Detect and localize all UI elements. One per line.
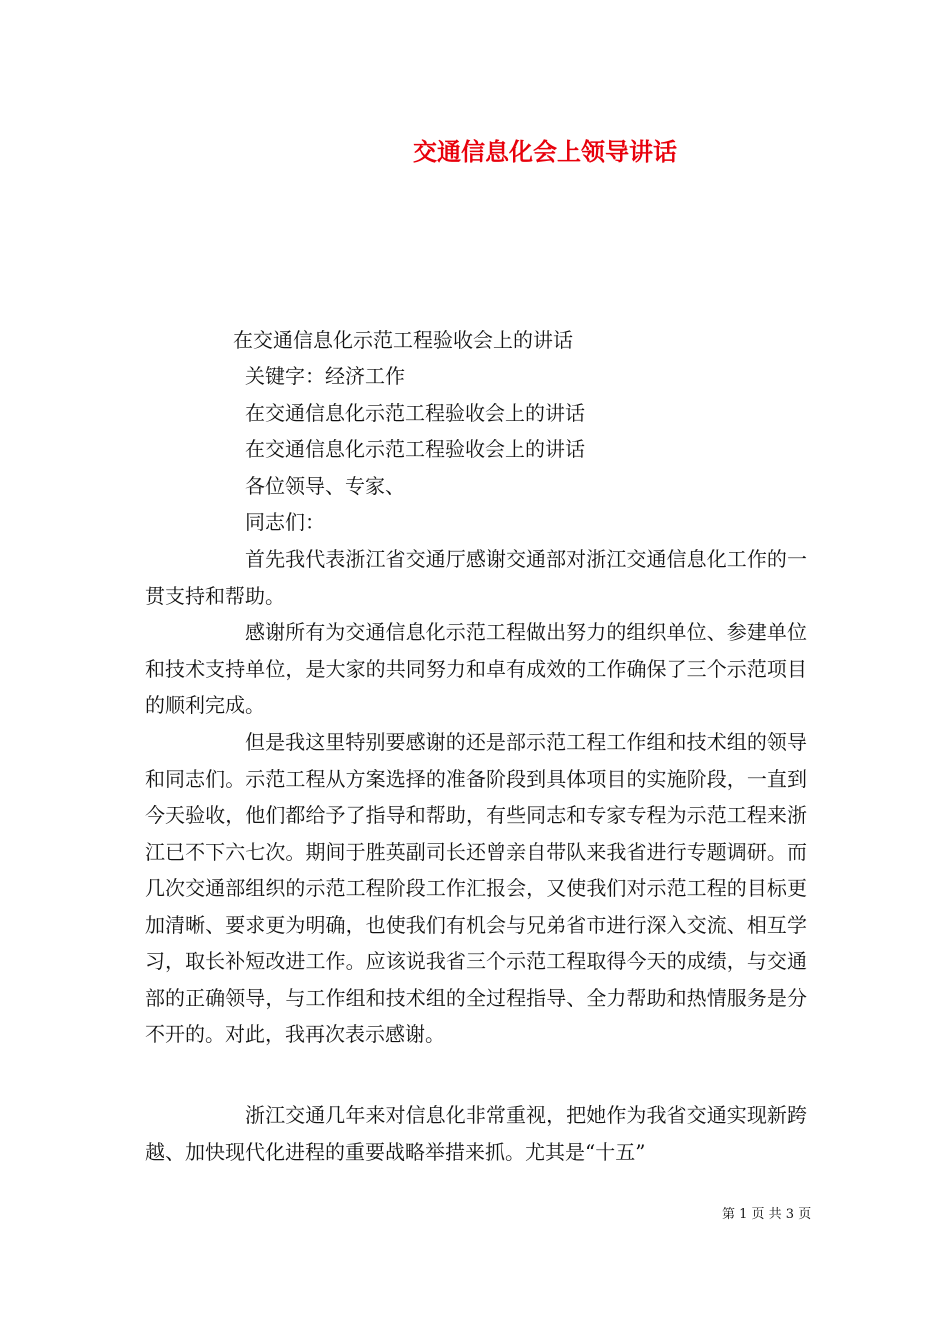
body-paragraph-2: 感谢所有为交通信息化示范工程做出努力的组织单位、参建单位和技术支持单位，是大家的共同努力和卓有成效的工作确保了三个示范项目的顺利完成。 xyxy=(145,620,807,717)
body-paragraph-3: 但是我这里特别要感谢的还是部示范工程工作组和技术组的领导和同志们。示范工程从方案选择的准备阶段到具体项目的实施阶段，一直到今天验收，他们都给予了指导和帮助，有些同志和专家专程为示范工程来浙江已不下六七次。期间于胜英副司长还曾亲自带队来我省进行专题调研。而几次交通部组织的示范工程阶段工作汇报会，又使我们对示范工程的目标更加清晰、要求更为明确，也使我们有机会与兄弟省市进行深入交流、相互学习，取长补短改进工作。应该说我省三个示范工程取得今天的成绩，与交通部的正确领导，与工作组和技术组的全过程指导、全力帮助和热情服务是分不开的。对此，我再次表示感谢。 xyxy=(145,730,807,1046)
subtitle-line-repeat: 在交通信息化示范工程验收会上的讲话 xyxy=(245,437,585,461)
speech-heading: 在交通信息化示范工程验收会上的讲话 xyxy=(233,328,573,352)
body-paragraph-1: 首先我代表浙江省交通厅感谢交通部对浙江交通信息化工作的一贯支持和帮助。 xyxy=(145,547,807,608)
subtitle-line: 在交通信息化示范工程验收会上的讲话 xyxy=(245,401,585,425)
page-number-footer: 第 1 页 共 3 页 xyxy=(722,1207,812,1222)
keywords-line: 关键字：经济工作 xyxy=(245,364,405,388)
salutation-line: 各位领导、专家、 xyxy=(245,474,405,498)
salutation-line-2: 同志们： xyxy=(245,510,325,534)
document-title: 交通信息化会上领导讲话 xyxy=(413,137,677,166)
body-paragraph-4: 浙江交通几年来对信息化非常重视，把她作为我省交通实现新跨越、加快现代化进程的重要战略举措来抓。尤其是“十五” xyxy=(145,1103,807,1164)
